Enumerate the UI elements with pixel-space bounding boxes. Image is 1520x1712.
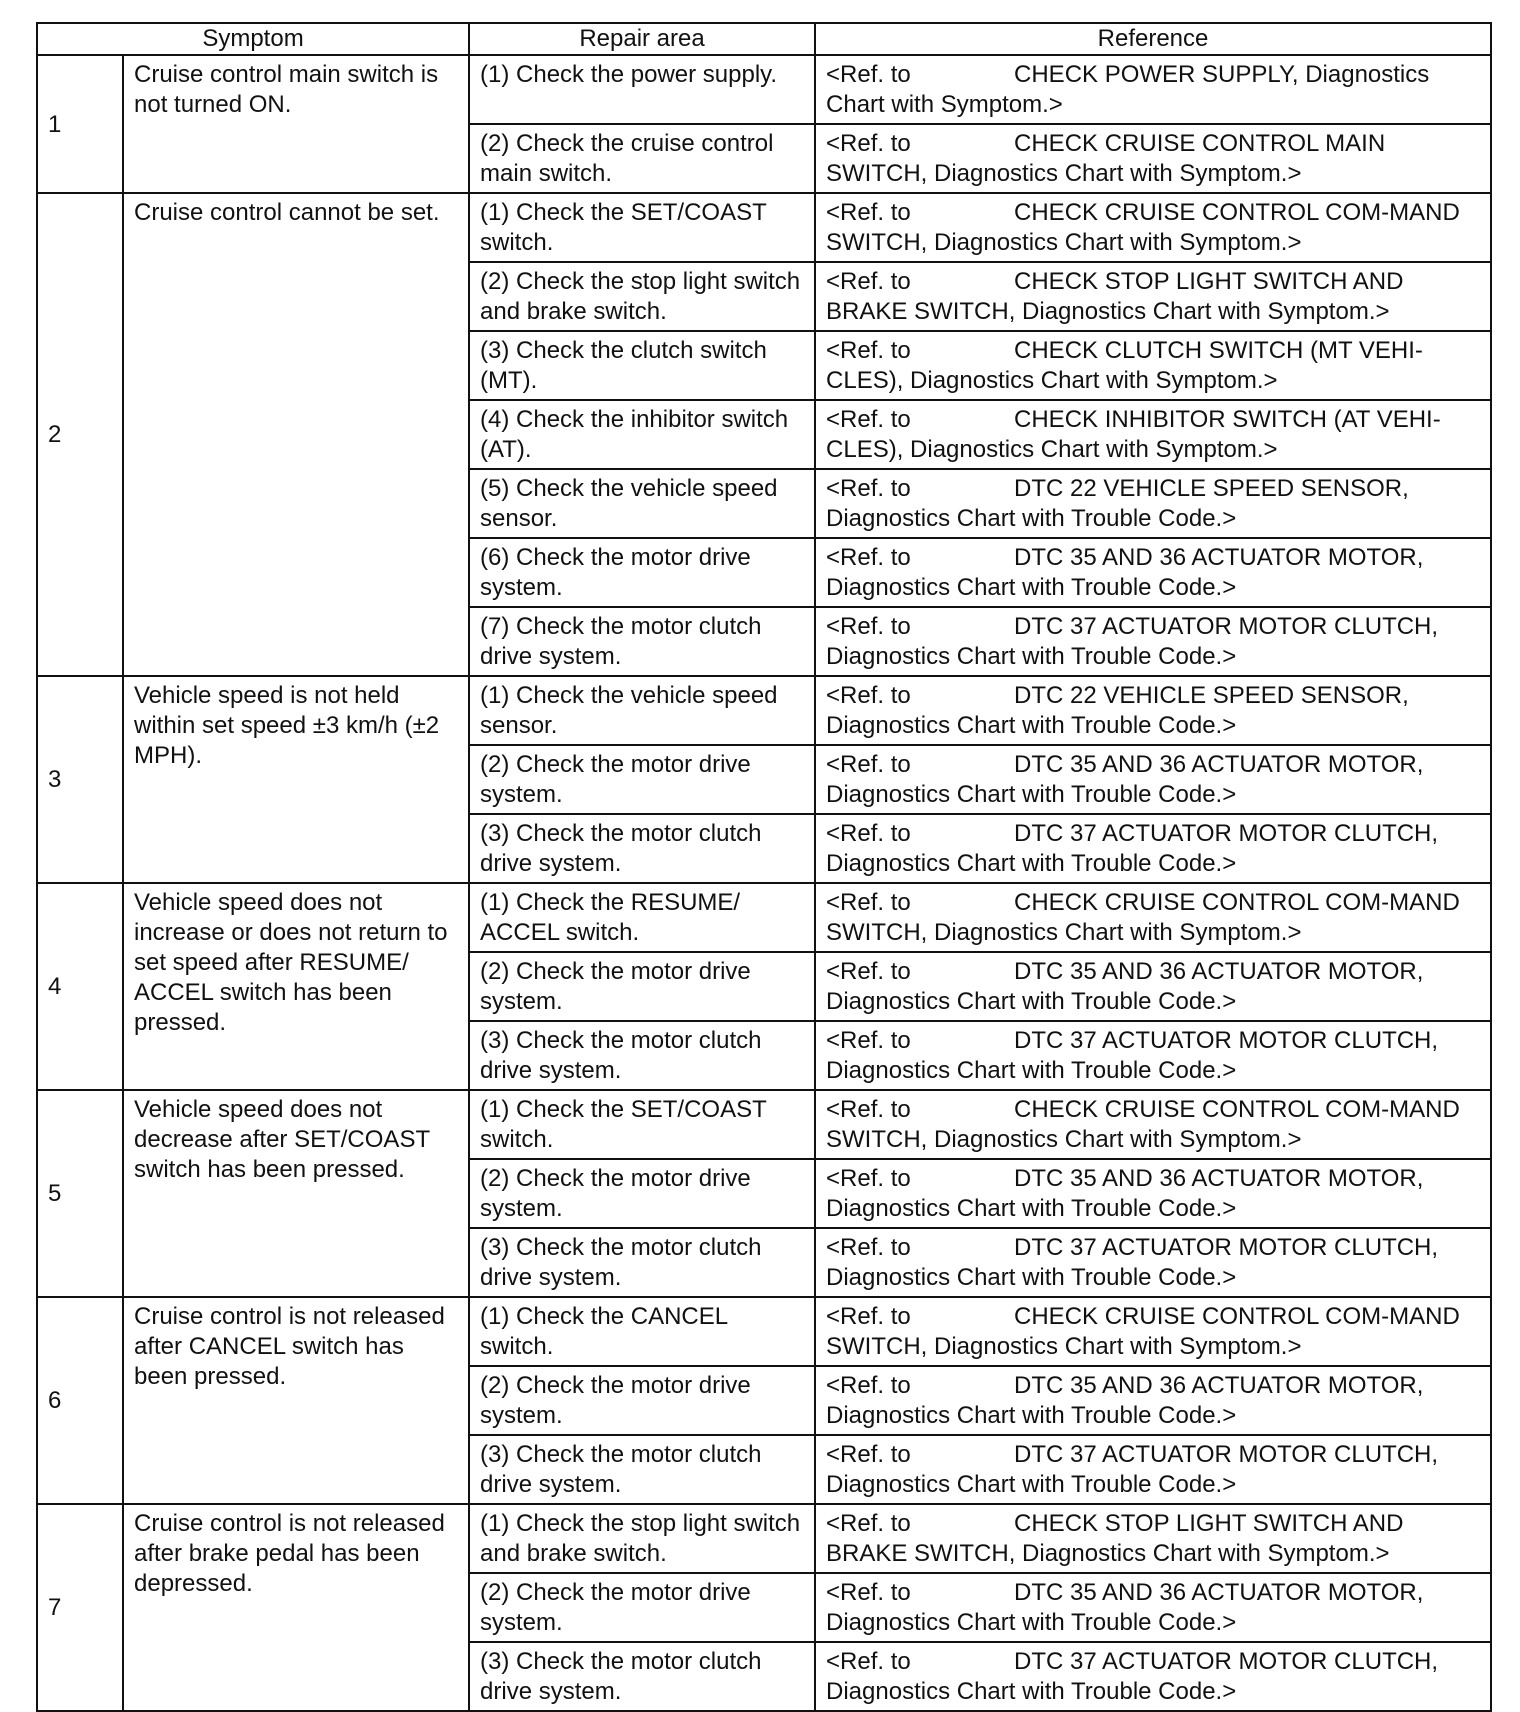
reference-cell: [815, 883, 1491, 952]
reference-prefix: <Ref. to: [826, 61, 911, 88]
reference-text: DTC 35 AND 36 ACTUATOR MOTOR, Diagnostics Chart with Trouble Code.>: [826, 544, 1424, 601]
reference-text: DTC 35 AND 36 ACTUATOR MOTOR, Diagnostics Chart with Trouble Code.>: [826, 1372, 1424, 1429]
repair-area-cell: (3) Check the motor clutch drive system.: [469, 1435, 815, 1504]
reference-prefix: <Ref. to: [826, 751, 911, 778]
reference-prefix: <Ref. to: [826, 1096, 911, 1123]
reference-text: DTC 37 ACTUATOR MOTOR CLUTCH, Diagnostics Chart with Trouble Code.>: [826, 820, 1439, 877]
reference-text: CHECK CRUISE CONTROL COM-MAND SWITCH, Diagnostics Chart with Symptom.>: [826, 889, 1460, 946]
reference-cell: [815, 538, 1491, 607]
reference-text: CHECK POWER SUPPLY, Diagnostics Chart with Symptom.>: [826, 61, 1430, 118]
reference-text: DTC 22 VEHICLE SPEED SENSOR, Diagnostics Chart with Trouble Code.>: [826, 682, 1409, 739]
reference-prefix: <Ref. to: [826, 475, 911, 502]
reference-cell: [815, 1573, 1491, 1642]
reference-cell: [815, 400, 1491, 469]
reference-text: CHECK CRUISE CONTROL COM-MAND SWITCH, Diagnostics Chart with Symptom.>: [826, 199, 1460, 256]
reference-cell: [815, 1021, 1491, 1090]
reference-text: CHECK INHIBITOR SWITCH (AT VEHI-CLES), Diagnostics Chart with Symptom.>: [826, 406, 1441, 463]
reference-prefix: <Ref. to: [826, 1234, 911, 1261]
reference-text: DTC 37 ACTUATOR MOTOR CLUTCH, Diagnostics Chart with Trouble Code.>: [826, 1648, 1439, 1705]
reference-text: DTC 37 ACTUATOR MOTOR CLUTCH, Diagnostics Chart with Trouble Code.>: [826, 1441, 1439, 1498]
repair-area-cell: (1) Check the SET/COAST switch.: [469, 1090, 815, 1159]
reference-cell: [815, 124, 1491, 193]
reference-prefix: <Ref. to: [826, 199, 911, 226]
repair-area-cell: (3) Check the motor clutch drive system.: [469, 1642, 815, 1711]
reference-text: CHECK CRUISE CONTROL COM-MAND SWITCH, Diagnostics Chart with Symptom.>: [826, 1096, 1460, 1153]
repair-area-cell: (2) Check the cruise control main switch.: [469, 124, 815, 193]
reference-text: CHECK STOP LIGHT SWITCH AND BRAKE SWITCH, Diagnostics Chart with Symptom.>: [826, 268, 1404, 325]
repair-area-cell: (1) Check the SET/COAST switch.: [469, 193, 815, 262]
reference-prefix: <Ref. to: [826, 337, 911, 364]
repair-area-cell: (2) Check the stop light switch and brake switch.: [469, 262, 815, 331]
repair-area-cell: (7) Check the motor clutch drive system.: [469, 607, 815, 676]
reference-cell: [815, 1366, 1491, 1435]
symptom-number: 4: [37, 883, 123, 1090]
repair-area-cell: (2) Check the motor drive system.: [469, 1366, 815, 1435]
reference-cell: [815, 469, 1491, 538]
reference-text: DTC 37 ACTUATOR MOTOR CLUTCH, Diagnostics Chart with Trouble Code.>: [826, 613, 1439, 670]
reference-cell: [815, 607, 1491, 676]
symptom-repair-table: [36, 22, 1492, 1712]
reference-cell: [815, 1090, 1491, 1159]
repair-area-cell: (2) Check the motor drive system.: [469, 745, 815, 814]
reference-prefix: <Ref. to: [826, 268, 911, 295]
table-body: [37, 55, 1491, 1711]
reference-cell: [815, 262, 1491, 331]
symptom-number: 7: [37, 1504, 123, 1711]
table-row: [37, 1090, 1491, 1159]
reference-cell: [815, 1228, 1491, 1297]
table-row: [37, 55, 1491, 124]
repair-area-cell: (2) Check the motor drive system.: [469, 1573, 815, 1642]
reference-prefix: <Ref. to: [826, 130, 911, 157]
symptom-description: Vehicle speed is not held within set speed ±3 km/h (±2 MPH).: [123, 676, 469, 883]
repair-area-cell: (1) Check the RESUME/ ACCEL switch.: [469, 883, 815, 952]
symptom-number: 2: [37, 193, 123, 676]
repair-area-cell: (2) Check the motor drive system.: [469, 1159, 815, 1228]
reference-cell: [815, 745, 1491, 814]
reference-cell: [815, 952, 1491, 1021]
table-row: [37, 1504, 1491, 1573]
repair-area-cell: (1) Check the stop light switch and brake switch.: [469, 1504, 815, 1573]
reference-prefix: <Ref. to: [826, 613, 911, 640]
reference-prefix: <Ref. to: [826, 820, 911, 847]
diagnostic-table-page: [36, 22, 1490, 1712]
symptom-number: 5: [37, 1090, 123, 1297]
reference-cell: [815, 1642, 1491, 1711]
symptom-description: Cruise control cannot be set.: [123, 193, 469, 676]
reference-cell: [815, 1504, 1491, 1573]
header-symptom: Symptom: [37, 23, 469, 55]
symptom-description: Cruise control is not released after CANCEL switch has been pressed.: [123, 1297, 469, 1504]
reference-prefix: <Ref. to: [826, 889, 911, 916]
reference-text: DTC 37 ACTUATOR MOTOR CLUTCH, Diagnostics Chart with Trouble Code.>: [826, 1027, 1439, 1084]
reference-prefix: <Ref. to: [826, 682, 911, 709]
repair-area-cell: (1) Check the vehicle speed sensor.: [469, 676, 815, 745]
symptom-number: 1: [37, 55, 123, 193]
repair-area-cell: (3) Check the motor clutch drive system.: [469, 1228, 815, 1297]
reference-text: DTC 35 AND 36 ACTUATOR MOTOR, Diagnostics Chart with Trouble Code.>: [826, 751, 1424, 808]
symptom-number: 6: [37, 1297, 123, 1504]
reference-text: CHECK CRUISE CONTROL MAIN SWITCH, Diagnostics Chart with Symptom.>: [826, 130, 1386, 187]
reference-cell: [815, 193, 1491, 262]
reference-prefix: <Ref. to: [826, 1303, 911, 1330]
reference-cell: [815, 676, 1491, 745]
symptom-number: 3: [37, 676, 123, 883]
reference-cell: [815, 814, 1491, 883]
reference-prefix: <Ref. to: [826, 1027, 911, 1054]
table-header-row: [37, 23, 1491, 55]
reference-text: CHECK STOP LIGHT SWITCH AND BRAKE SWITCH, Diagnostics Chart with Symptom.>: [826, 1510, 1404, 1567]
reference-cell: [815, 55, 1491, 124]
reference-text: DTC 37 ACTUATOR MOTOR CLUTCH, Diagnostics Chart with Trouble Code.>: [826, 1234, 1439, 1291]
reference-prefix: <Ref. to: [826, 1372, 911, 1399]
reference-prefix: <Ref. to: [826, 958, 911, 985]
reference-prefix: <Ref. to: [826, 1579, 911, 1606]
reference-text: DTC 35 AND 36 ACTUATOR MOTOR, Diagnostics Chart with Trouble Code.>: [826, 1579, 1424, 1636]
repair-area-cell: (5) Check the vehicle speed sensor.: [469, 469, 815, 538]
reference-text: DTC 35 AND 36 ACTUATOR MOTOR, Diagnostics Chart with Trouble Code.>: [826, 1165, 1424, 1222]
header-repair-area: Repair area: [469, 23, 815, 55]
repair-area-cell: (3) Check the motor clutch drive system.: [469, 814, 815, 883]
reference-text: DTC 35 AND 36 ACTUATOR MOTOR, Diagnostics Chart with Trouble Code.>: [826, 958, 1424, 1015]
repair-area-cell: (3) Check the clutch switch (MT).: [469, 331, 815, 400]
table-row: [37, 676, 1491, 745]
repair-area-cell: (3) Check the motor clutch drive system.: [469, 1021, 815, 1090]
reference-cell: [815, 1297, 1491, 1366]
reference-prefix: <Ref. to: [826, 1165, 911, 1192]
reference-prefix: <Ref. to: [826, 1648, 911, 1675]
repair-area-cell: (6) Check the motor drive system.: [469, 538, 815, 607]
symptom-description: Cruise control main switch is not turned ON.: [123, 55, 469, 193]
reference-text: DTC 22 VEHICLE SPEED SENSOR, Diagnostics Chart with Trouble Code.>: [826, 475, 1409, 532]
symptom-description: Vehicle speed does not increase or does not return to set speed after RESUME/ ACCEL switch has been pressed.: [123, 883, 469, 1090]
reference-cell: [815, 1159, 1491, 1228]
table-row: [37, 883, 1491, 952]
reference-prefix: <Ref. to: [826, 406, 911, 433]
reference-text: CHECK CRUISE CONTROL COM-MAND SWITCH, Diagnostics Chart with Symptom.>: [826, 1303, 1460, 1360]
header-reference: Reference: [815, 23, 1491, 55]
repair-area-cell: (2) Check the motor drive system.: [469, 952, 815, 1021]
table-row: [37, 1297, 1491, 1366]
table-row: [37, 193, 1491, 262]
symptom-description: Vehicle speed does not decrease after SET/COAST switch has been pressed.: [123, 1090, 469, 1297]
symptom-description: Cruise control is not released after brake pedal has been depressed.: [123, 1504, 469, 1711]
repair-area-cell: (1) Check the power supply.: [469, 55, 815, 124]
reference-cell: [815, 1435, 1491, 1504]
reference-cell: [815, 331, 1491, 400]
repair-area-cell: (4) Check the inhibitor switch (AT).: [469, 400, 815, 469]
reference-prefix: <Ref. to: [826, 544, 911, 571]
reference-prefix: <Ref. to: [826, 1510, 911, 1537]
repair-area-cell: (1) Check the CANCEL switch.: [469, 1297, 815, 1366]
reference-text: CHECK CLUTCH SWITCH (MT VEHI-CLES), Diagnostics Chart with Symptom.>: [826, 337, 1423, 394]
reference-prefix: <Ref. to: [826, 1441, 911, 1468]
